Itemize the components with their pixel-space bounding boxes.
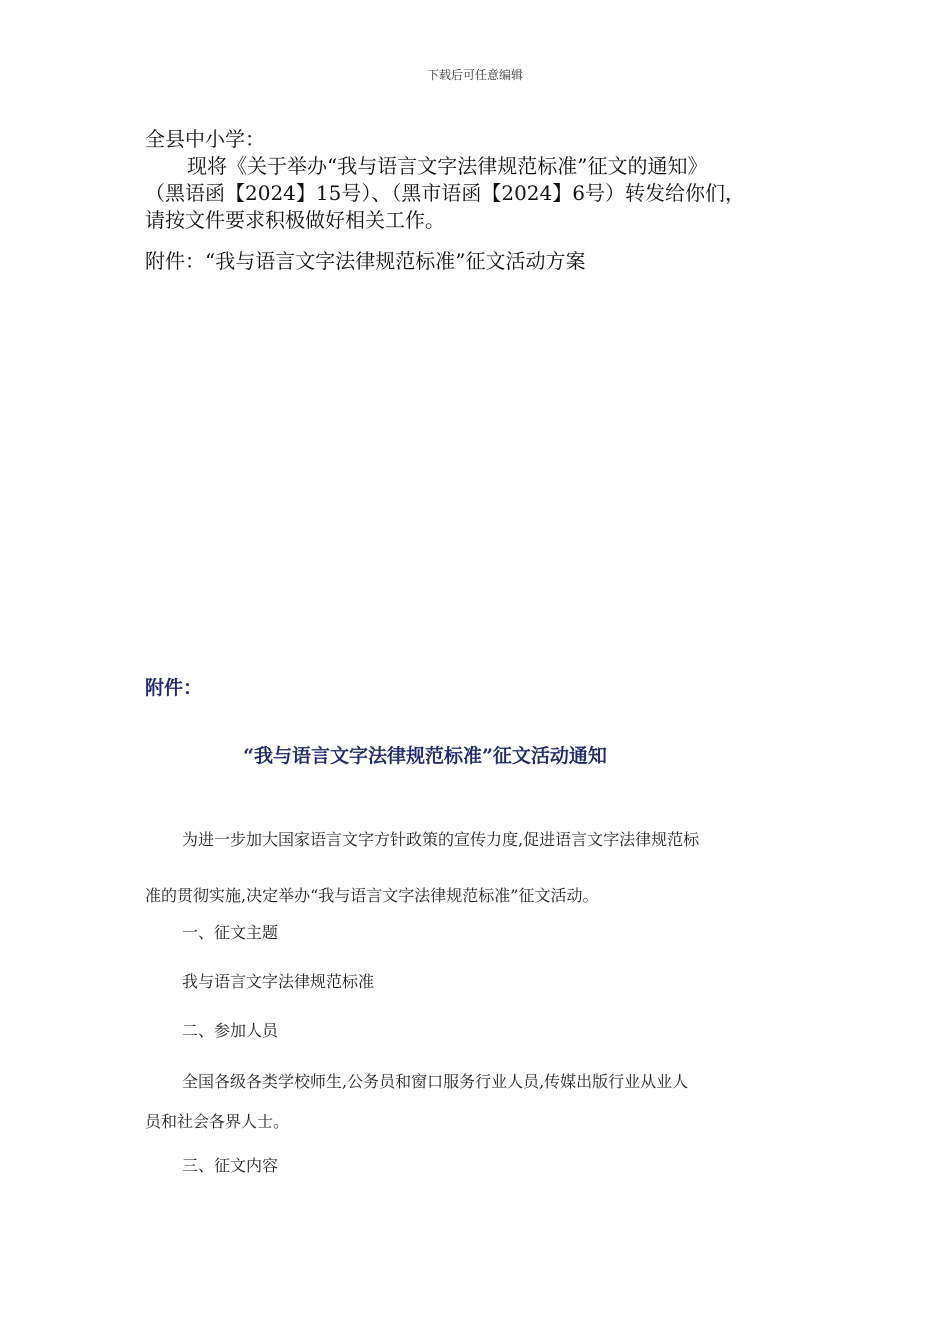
letter-line-3: 请按文件要求积极做好相关工作。 bbox=[145, 208, 445, 232]
intro-paragraph bbox=[145, 812, 825, 924]
section-content-1: 我与语言文字法律规范标准 bbox=[182, 972, 375, 991]
intro-line-2: 准的贯彻实施,决定举办“我与语言文字法律规范标准”征文活动。 bbox=[145, 886, 599, 905]
attachment-heading: 附件： bbox=[145, 677, 203, 699]
section-content-2-line-1: 全国各级各类学校师生,公务员和窗口服务行业人员,传媒出版行业从业人 bbox=[182, 1072, 689, 1091]
section-heading-3: 三、征文内容 bbox=[182, 1156, 279, 1175]
salutation: 全县中小学： bbox=[145, 127, 265, 151]
section-content-2 bbox=[145, 1062, 825, 1142]
header-note: 下载后可任意编辑 bbox=[426, 68, 523, 82]
letter-body bbox=[145, 126, 825, 234]
section-heading-1: 一、征文主题 bbox=[182, 923, 279, 942]
section-content-2-line-2: 员和社会各界人士。 bbox=[145, 1112, 290, 1131]
section-heading-2: 二、参加人员 bbox=[182, 1021, 279, 1040]
letter-line-2: （黑语函【2024】15号）、（黑市语函【2024】6号）转发给你们， bbox=[145, 181, 745, 205]
intro-line-1: 为进一步加大国家语言文字方针政策的宣传力度,促进语言文字法律规范标 bbox=[182, 830, 700, 849]
attachment-reference: 附件：“我与语言文字法律规范标准”征文活动方案 bbox=[145, 249, 586, 273]
letter-line-1: 现将《关于举办“我与语言文字法律规范标准”征文的通知》 bbox=[187, 154, 708, 178]
notice-title: “我与语言文字法律规范标准”征文活动通知 bbox=[243, 745, 607, 767]
